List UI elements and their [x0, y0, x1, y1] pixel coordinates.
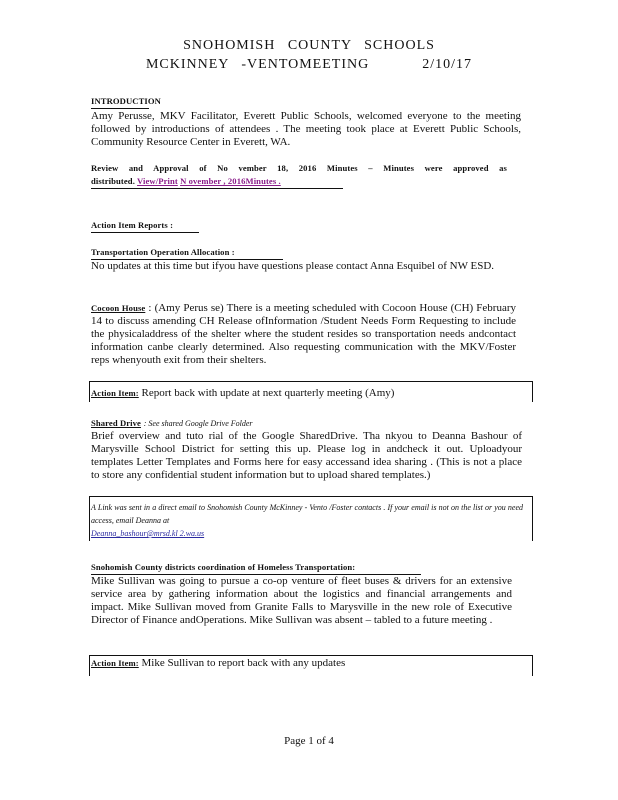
action-item-1 — [91, 387, 527, 400]
action-item-reports-heading: Action Item Reports : — [91, 219, 211, 233]
introduction-heading: INTRODUCTION — [91, 95, 149, 109]
review-approval-section — [91, 162, 507, 189]
action-item-text-2: Mike Sullivan to report back with any updates — [141, 657, 346, 669]
review-approval-line2: distributed. View/Print N ovember , 2016Minutes . — [91, 175, 343, 189]
coordination-section — [91, 561, 512, 627]
introduction-section — [91, 95, 521, 149]
cocoon-house-heading: Cocoon House — [91, 303, 146, 313]
meeting-name: MCKINNEY -VENTOMEETING — [145, 57, 370, 72]
title-line-1: SNOHOMISH COUNTY SCHOOLS — [183, 38, 435, 53]
introduction-text: Amy Perusse, MKV Facilitator, Everett Public Schools, welcomed everyone to the meeting followed by introductions of attendees . The meeting took place at Everett Public Schools, Community Resource Center in Everett, WA. — [91, 110, 521, 148]
link-note-text: A Link was sent in a direct email to Snohomish County McKinney - Vento /Foster contacts . If your email is not on the list or you need access, email Deanna at — [91, 503, 523, 525]
cocoon-house-text: : (Amy Perus se) There is a meeting scheduled with Cocoon House (CH) February 14 to discuss amending CH Release ofInformation /Student Needs Form Requesting to include the physicaladdress of the shelter where the student resides so transportation needs andcontact information canbe clearly determined. Also requesting communication with the MKV/Foster reps whenyouth exit from their shelters. — [91, 302, 516, 366]
november-minutes-link[interactable]: N ovember , 2016Minutes . — [180, 176, 281, 186]
action-item-2 — [91, 657, 527, 670]
coordination-heading: Snohomish County districts coordination of Homeless Transportation: — [91, 561, 421, 575]
transportation-heading: Transportation Operation Allocation : — [91, 246, 283, 260]
transportation-section — [91, 246, 521, 273]
transportation-text: No updates at this time but ifyou have questions please contact Anna Esquibel of NW ESD. — [91, 260, 495, 272]
action-item-label-1: Action Item: — [91, 388, 139, 398]
coordination-text: Mike Sullivan was going to pursue a co-op venture of fleet buses & drivers for an extensive service area by gathering information about the logistics and financial arrangements and impact. Mike Sullivan moved from Granite Falls to Marysville in the new role of Executive Director of Finance andOperations. Mike Sullivan was absent – tabled to a future meeting . — [91, 575, 512, 626]
action-item-text-1: Report back with update at next quarterly meeting (Amy) — [141, 387, 395, 399]
view-print-link[interactable]: View/Print — [137, 176, 178, 186]
review-approval-text: Review and Approval of No vember 18, 2016 Minutes – Minutes were approved as — [91, 163, 507, 173]
action-item-label-2: Action Item: — [91, 658, 139, 668]
meeting-date: 2/10/17 — [422, 57, 473, 72]
deanna-email-link[interactable]: Deanna_bashour@mrsd.kl 2.wa.us — [91, 529, 205, 538]
shared-drive-text: Brief overview and tuto rial of the Google SharedDrive. Tha nkyou to Deanna Bashour of Marysville School District for setting this up. Please log in andcheck it out. Uploadyour templates Letter Templates and Forms here for easy accessand idea sharing . (This is not a place to store any confidential student information but to upload shared templates.) — [91, 430, 522, 481]
title-line-2 — [0, 57, 618, 73]
shared-drive-section — [91, 417, 522, 482]
page-number: Page 1 of 4 — [284, 735, 334, 747]
shared-drive-note: : See shared Google Drive Folder — [143, 419, 253, 428]
shared-drive-heading: Shared Drive — [91, 418, 141, 428]
cocoon-house-section — [91, 302, 516, 367]
link-note-section — [91, 501, 523, 540]
